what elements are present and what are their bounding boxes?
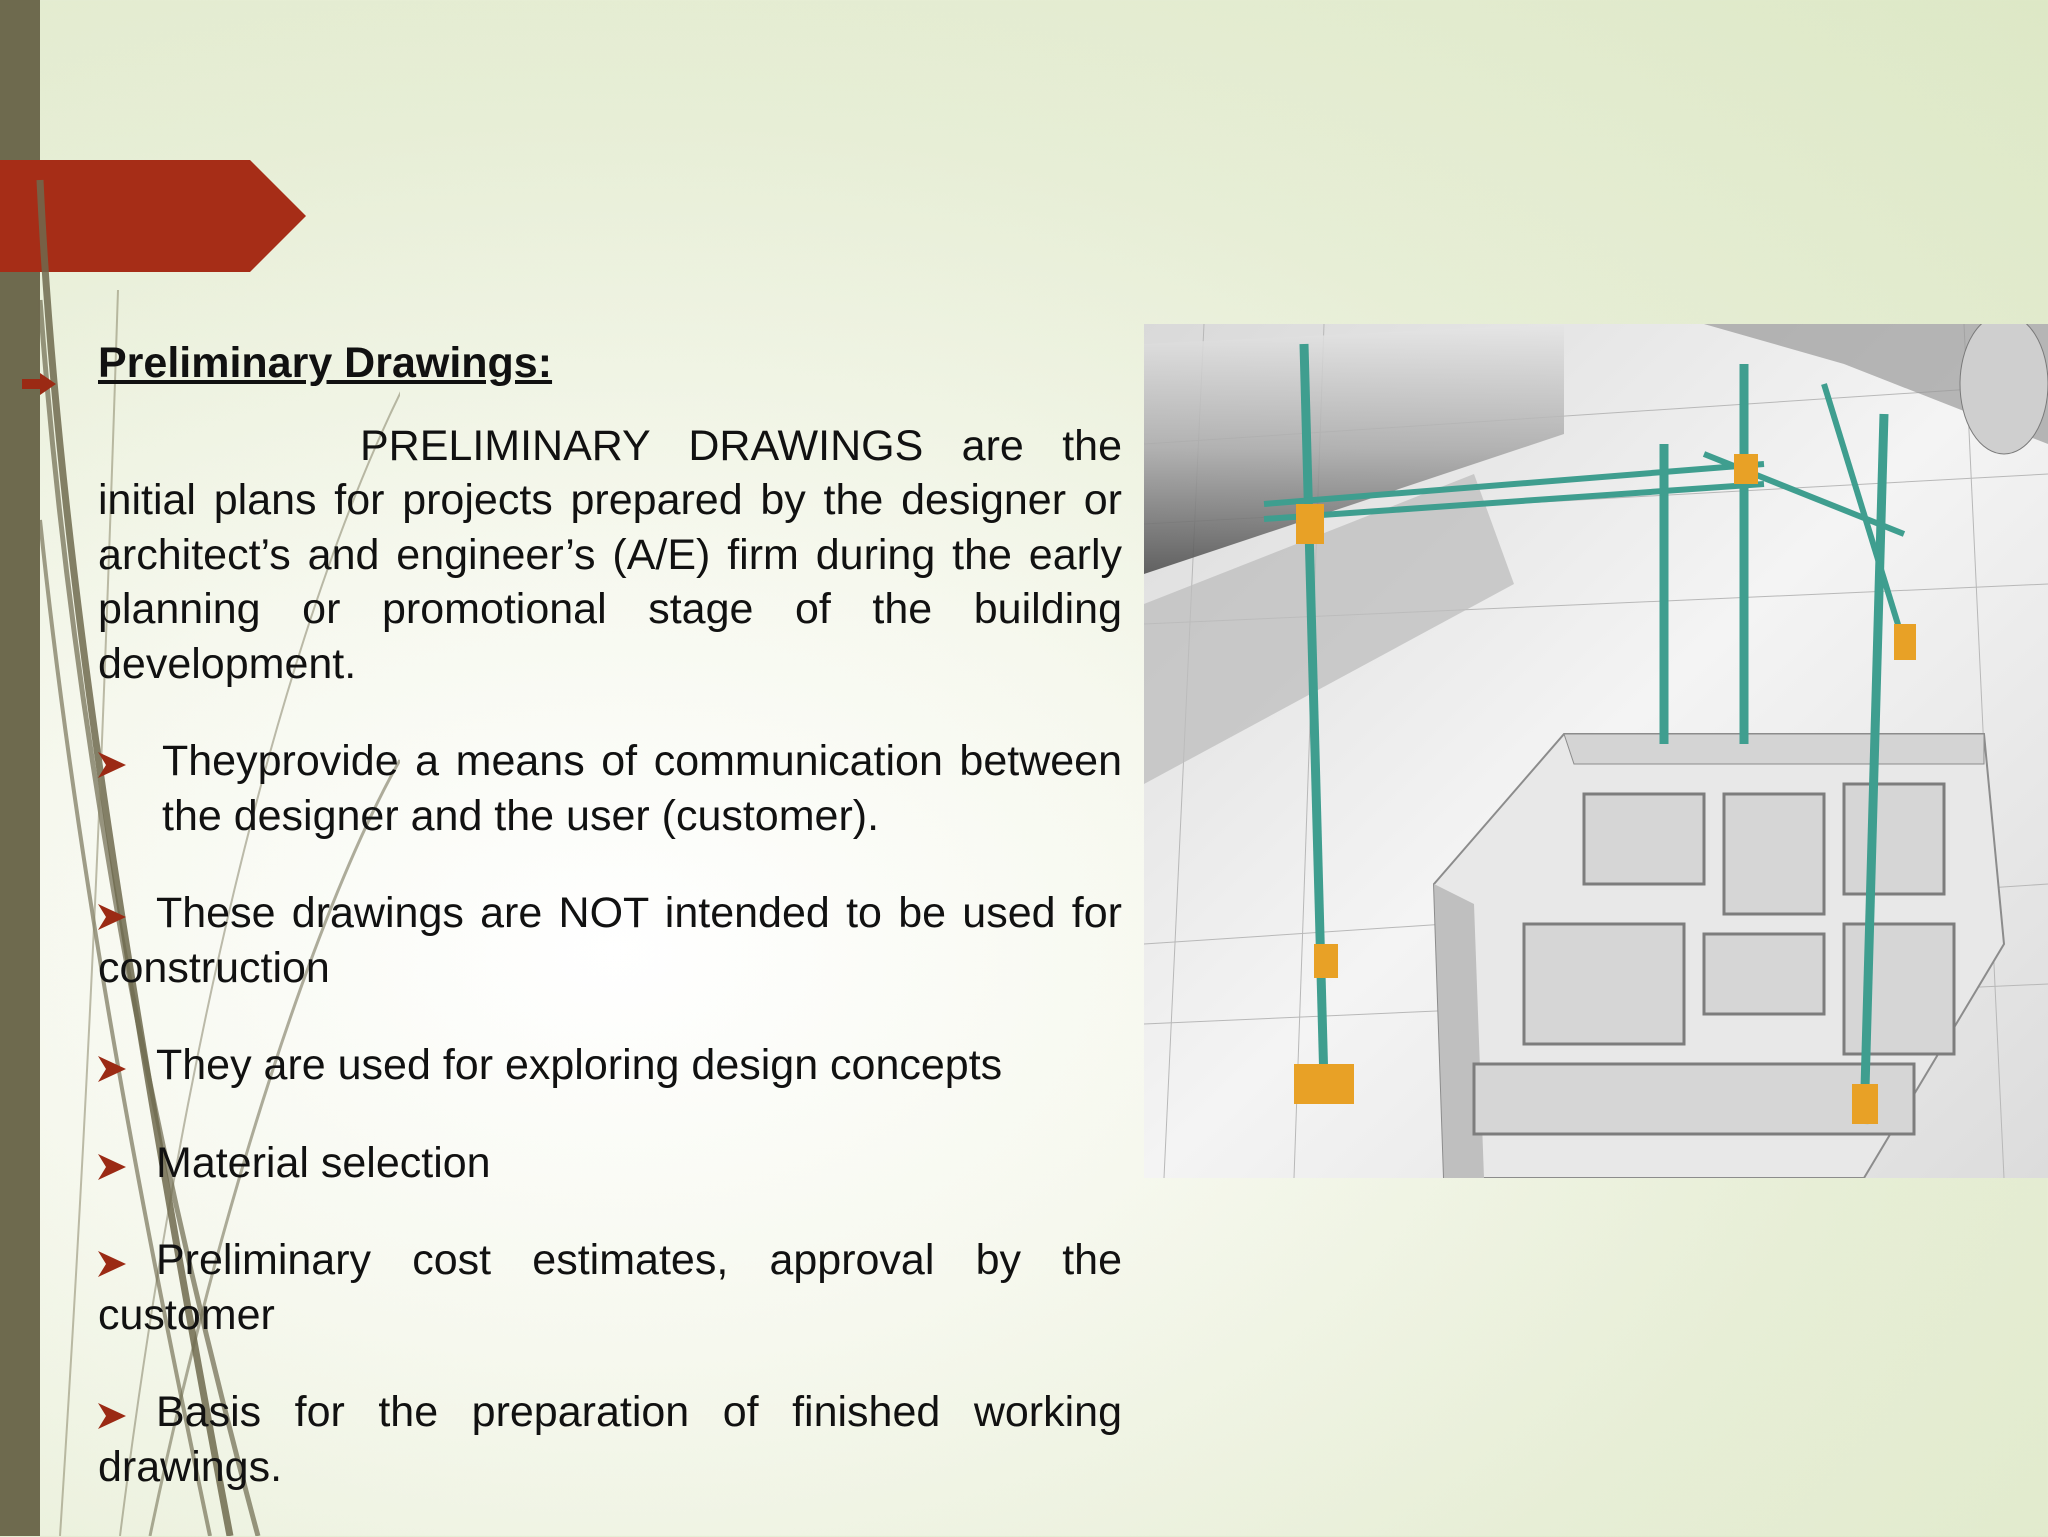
list-item	[98, 1385, 1122, 1494]
chevron-arrowhead-icon	[98, 1038, 156, 1093]
list-item	[98, 734, 1122, 843]
bullet-text: Material selection	[156, 1138, 491, 1187]
bullet-text: These drawings are NOT intended to be used for construction	[98, 889, 1122, 992]
bullet-text: Basis for the preparation of finished working drawings.	[98, 1388, 1122, 1491]
chevron-arrowhead-icon	[98, 1136, 156, 1191]
title-banner	[0, 160, 306, 272]
bullet-text: Preliminary cost estimates, approval by the customer	[98, 1236, 1122, 1339]
bullet-text: Theyprovide a means of communication between the designer and the user (customer).	[162, 737, 1122, 840]
intro-text: PRELIMINARY DRAWINGS are the initial plans for projects prepared by the designer or architect’s and engineer’s (A/E) firm during the early planning or promotional stage of the building development.	[98, 421, 1122, 688]
construction-illustration	[1144, 324, 2048, 1178]
list-item	[98, 1136, 1122, 1191]
chevron-arrowhead-icon	[98, 1385, 156, 1440]
section-heading	[98, 336, 1122, 391]
heading-text: Preliminary Drawings:	[98, 339, 553, 387]
intro-paragraph	[98, 419, 1122, 692]
chevron-arrowhead-icon	[98, 734, 126, 789]
content-area	[98, 336, 1122, 1537]
list-item	[98, 886, 1122, 995]
bullet-text: They are used for exploring design concepts	[156, 1041, 1003, 1089]
list-item	[98, 1038, 1122, 1093]
arrow-right-icon	[22, 354, 56, 409]
chevron-arrowhead-icon	[98, 1233, 156, 1288]
list-item	[98, 1233, 1122, 1342]
chevron-arrowhead-icon	[98, 886, 156, 941]
